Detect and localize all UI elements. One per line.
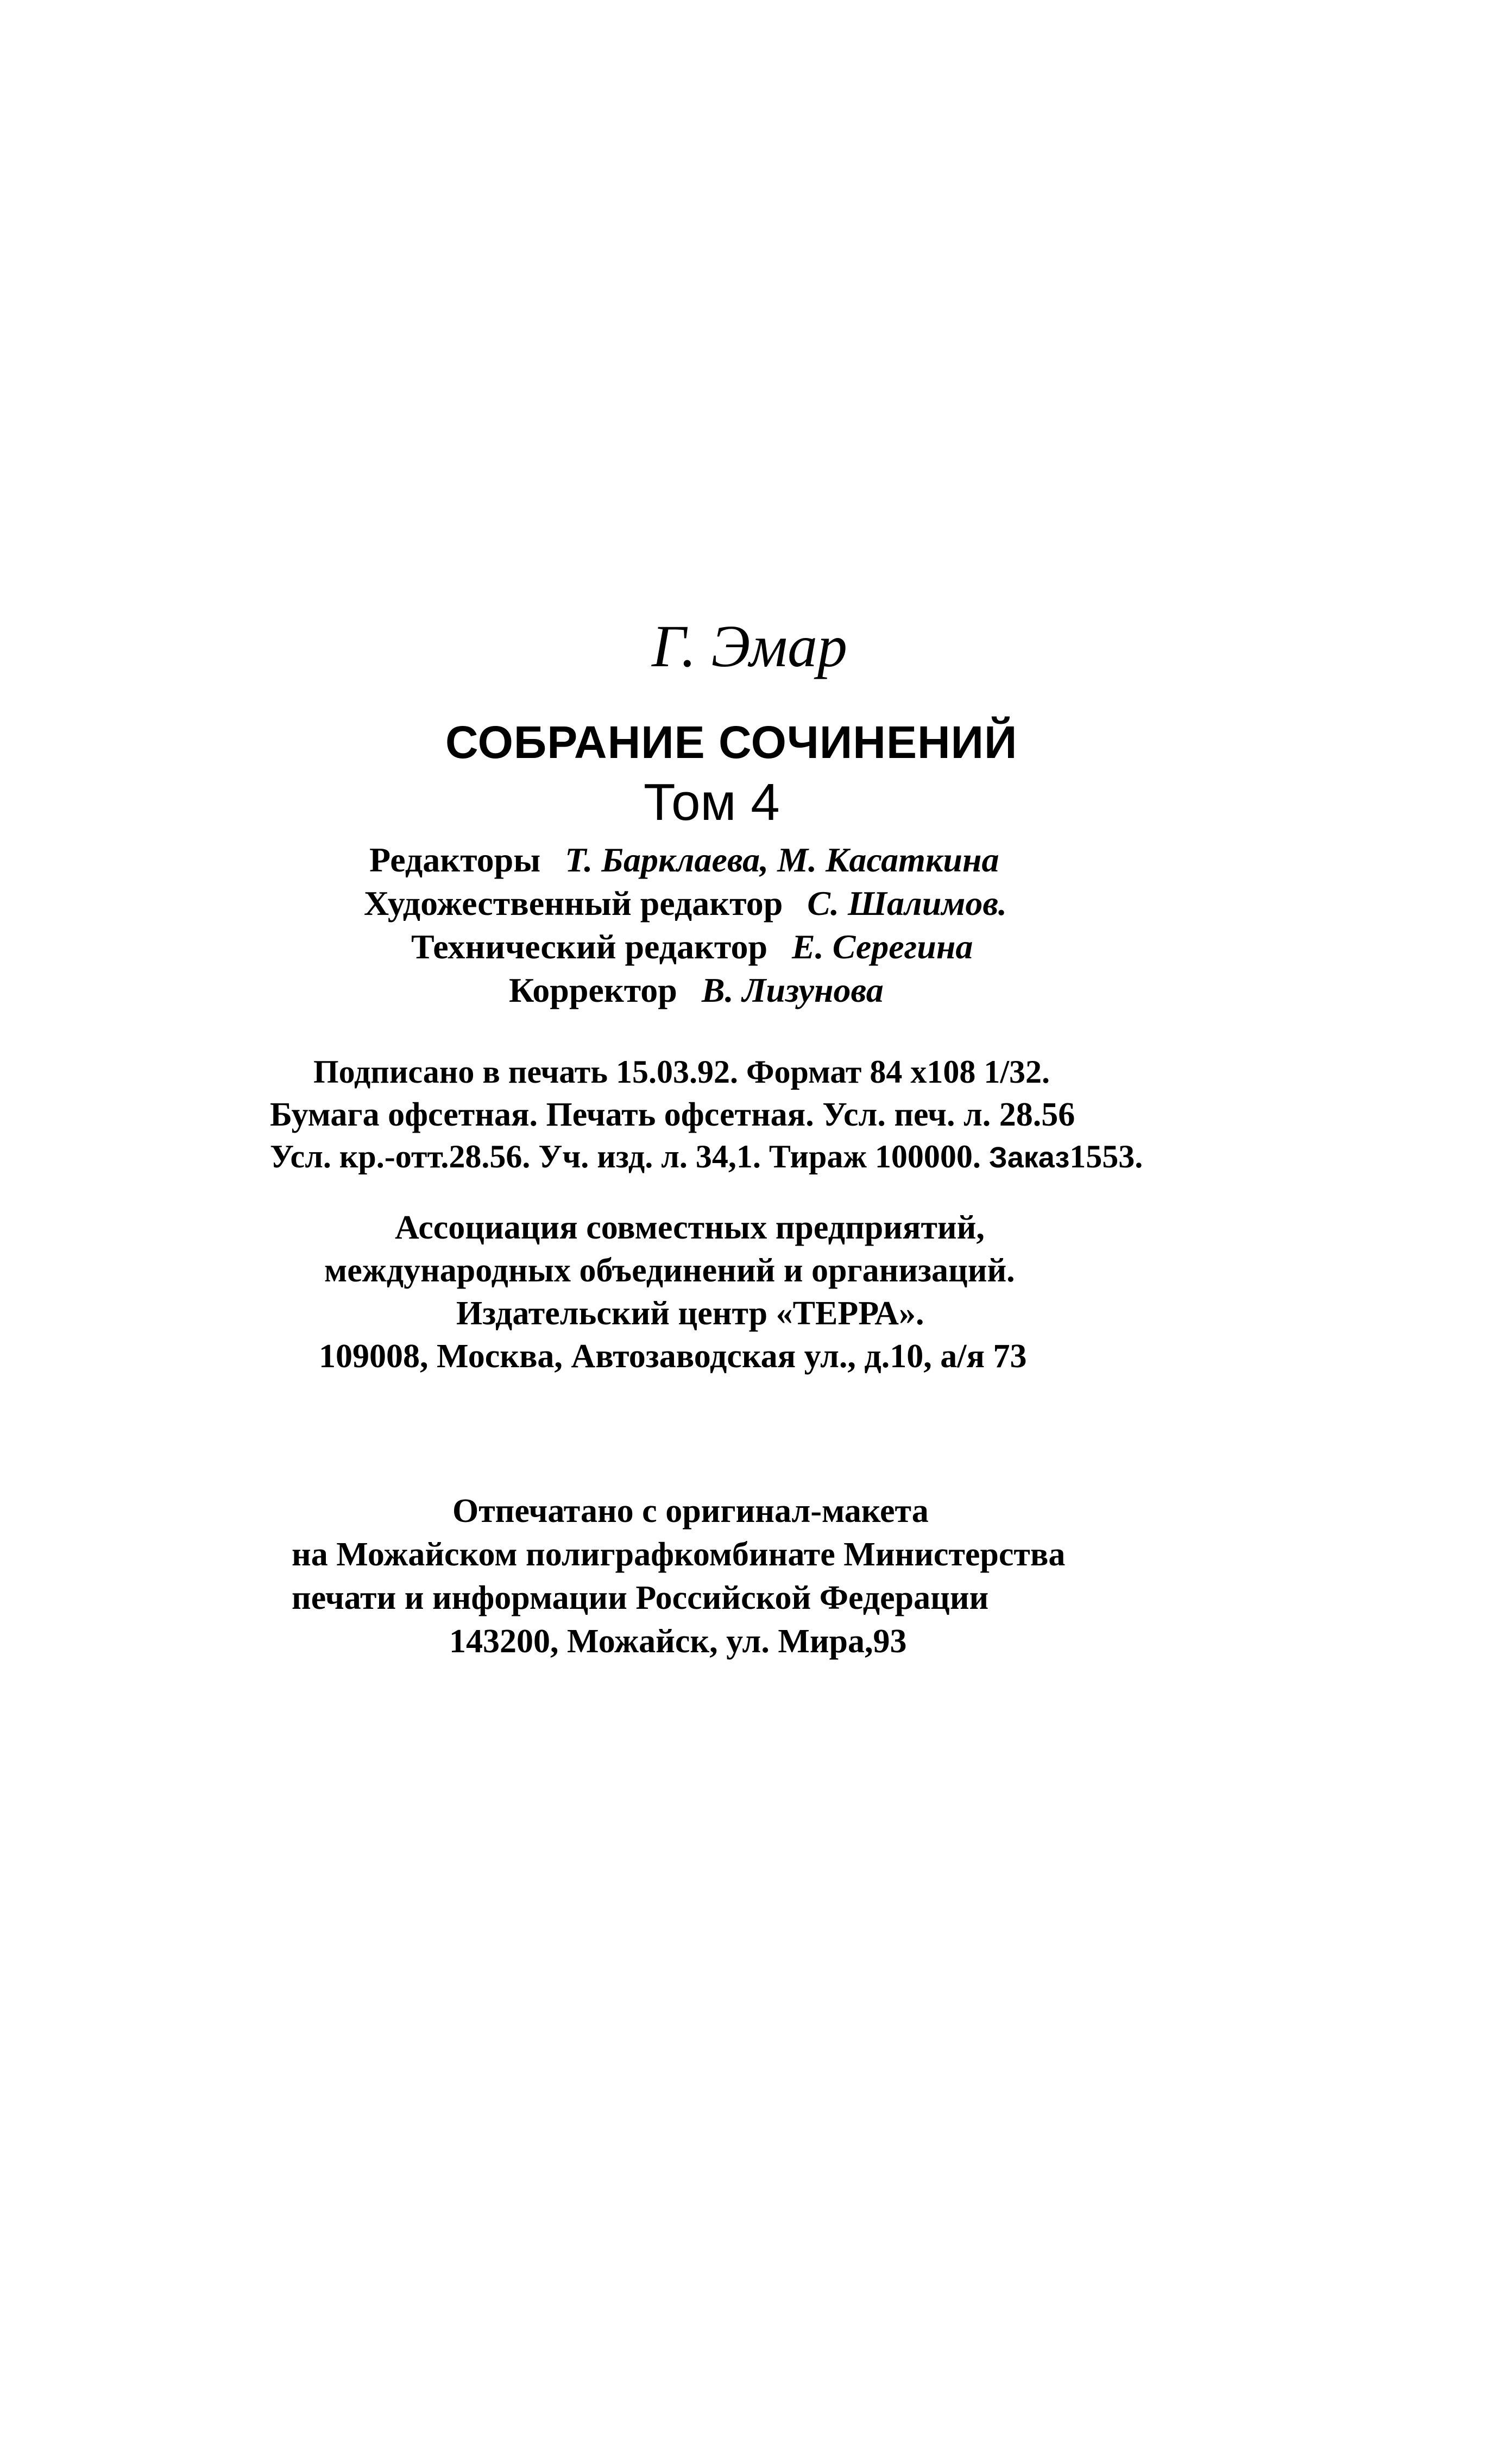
credit-role: Технический редактор xyxy=(411,927,768,966)
credit-role: Редакторы xyxy=(369,841,541,879)
publisher-line-1: Ассоциация совместных предприятий, xyxy=(395,1209,985,1246)
credit-name: С. Шалимов. xyxy=(807,884,1007,923)
publisher-line-3: Издательский центр «ТЕРРА». xyxy=(456,1295,924,1332)
credit-proofreader xyxy=(509,973,884,1008)
print-info-line-2: Бумага офсетная. Печать офсетная. Усл. печ. л. 28.56 xyxy=(270,1096,1075,1133)
credit-name: Е. Серегина xyxy=(792,927,973,966)
order-number: 1553. xyxy=(1069,1139,1143,1174)
publisher-line-4: 109008, Москва, Автозаводская ул., д.10, а/я 73 xyxy=(319,1338,1027,1375)
credit-tech-editor xyxy=(411,927,973,966)
volume-number: Том 4 xyxy=(644,773,780,831)
credit-art-editor xyxy=(364,886,1007,921)
print-info-line-3 xyxy=(270,1140,1143,1173)
printer-line-2: на Можайском полиграфкомбинате Министерства xyxy=(292,1536,1066,1573)
print-info-line-1: Подписано в печать 15.03.92. Формат 84 х108 1/32. xyxy=(313,1054,1050,1090)
print-info-main: Усл. кр.-отт.28.56. Уч. изд. л. 34,1. Тираж 100000. xyxy=(270,1139,981,1174)
credit-name: В. Лизунова xyxy=(701,971,884,1009)
publisher-line-2: международных объединений и организаций. xyxy=(324,1252,1015,1289)
credit-editors xyxy=(369,843,999,877)
printer-line-4: 143200, Можайск, ул. Мира,93 xyxy=(449,1623,907,1660)
printer-line-1: Отпечатано с оригинал-макета xyxy=(452,1493,929,1530)
series-title: СОБРАНИЕ СОЧИНЕНИЙ xyxy=(445,717,1018,768)
printer-line-3: печати и информации Российской Федерации xyxy=(292,1580,989,1616)
order-label: Заказ xyxy=(988,1141,1070,1174)
credit-role: Художественный редактор xyxy=(364,884,783,923)
author-name: Г. Эмар xyxy=(652,613,847,679)
credit-role: Корректор xyxy=(509,971,677,1009)
credit-name: Т. Барклаева, М. Касаткина xyxy=(565,841,999,879)
